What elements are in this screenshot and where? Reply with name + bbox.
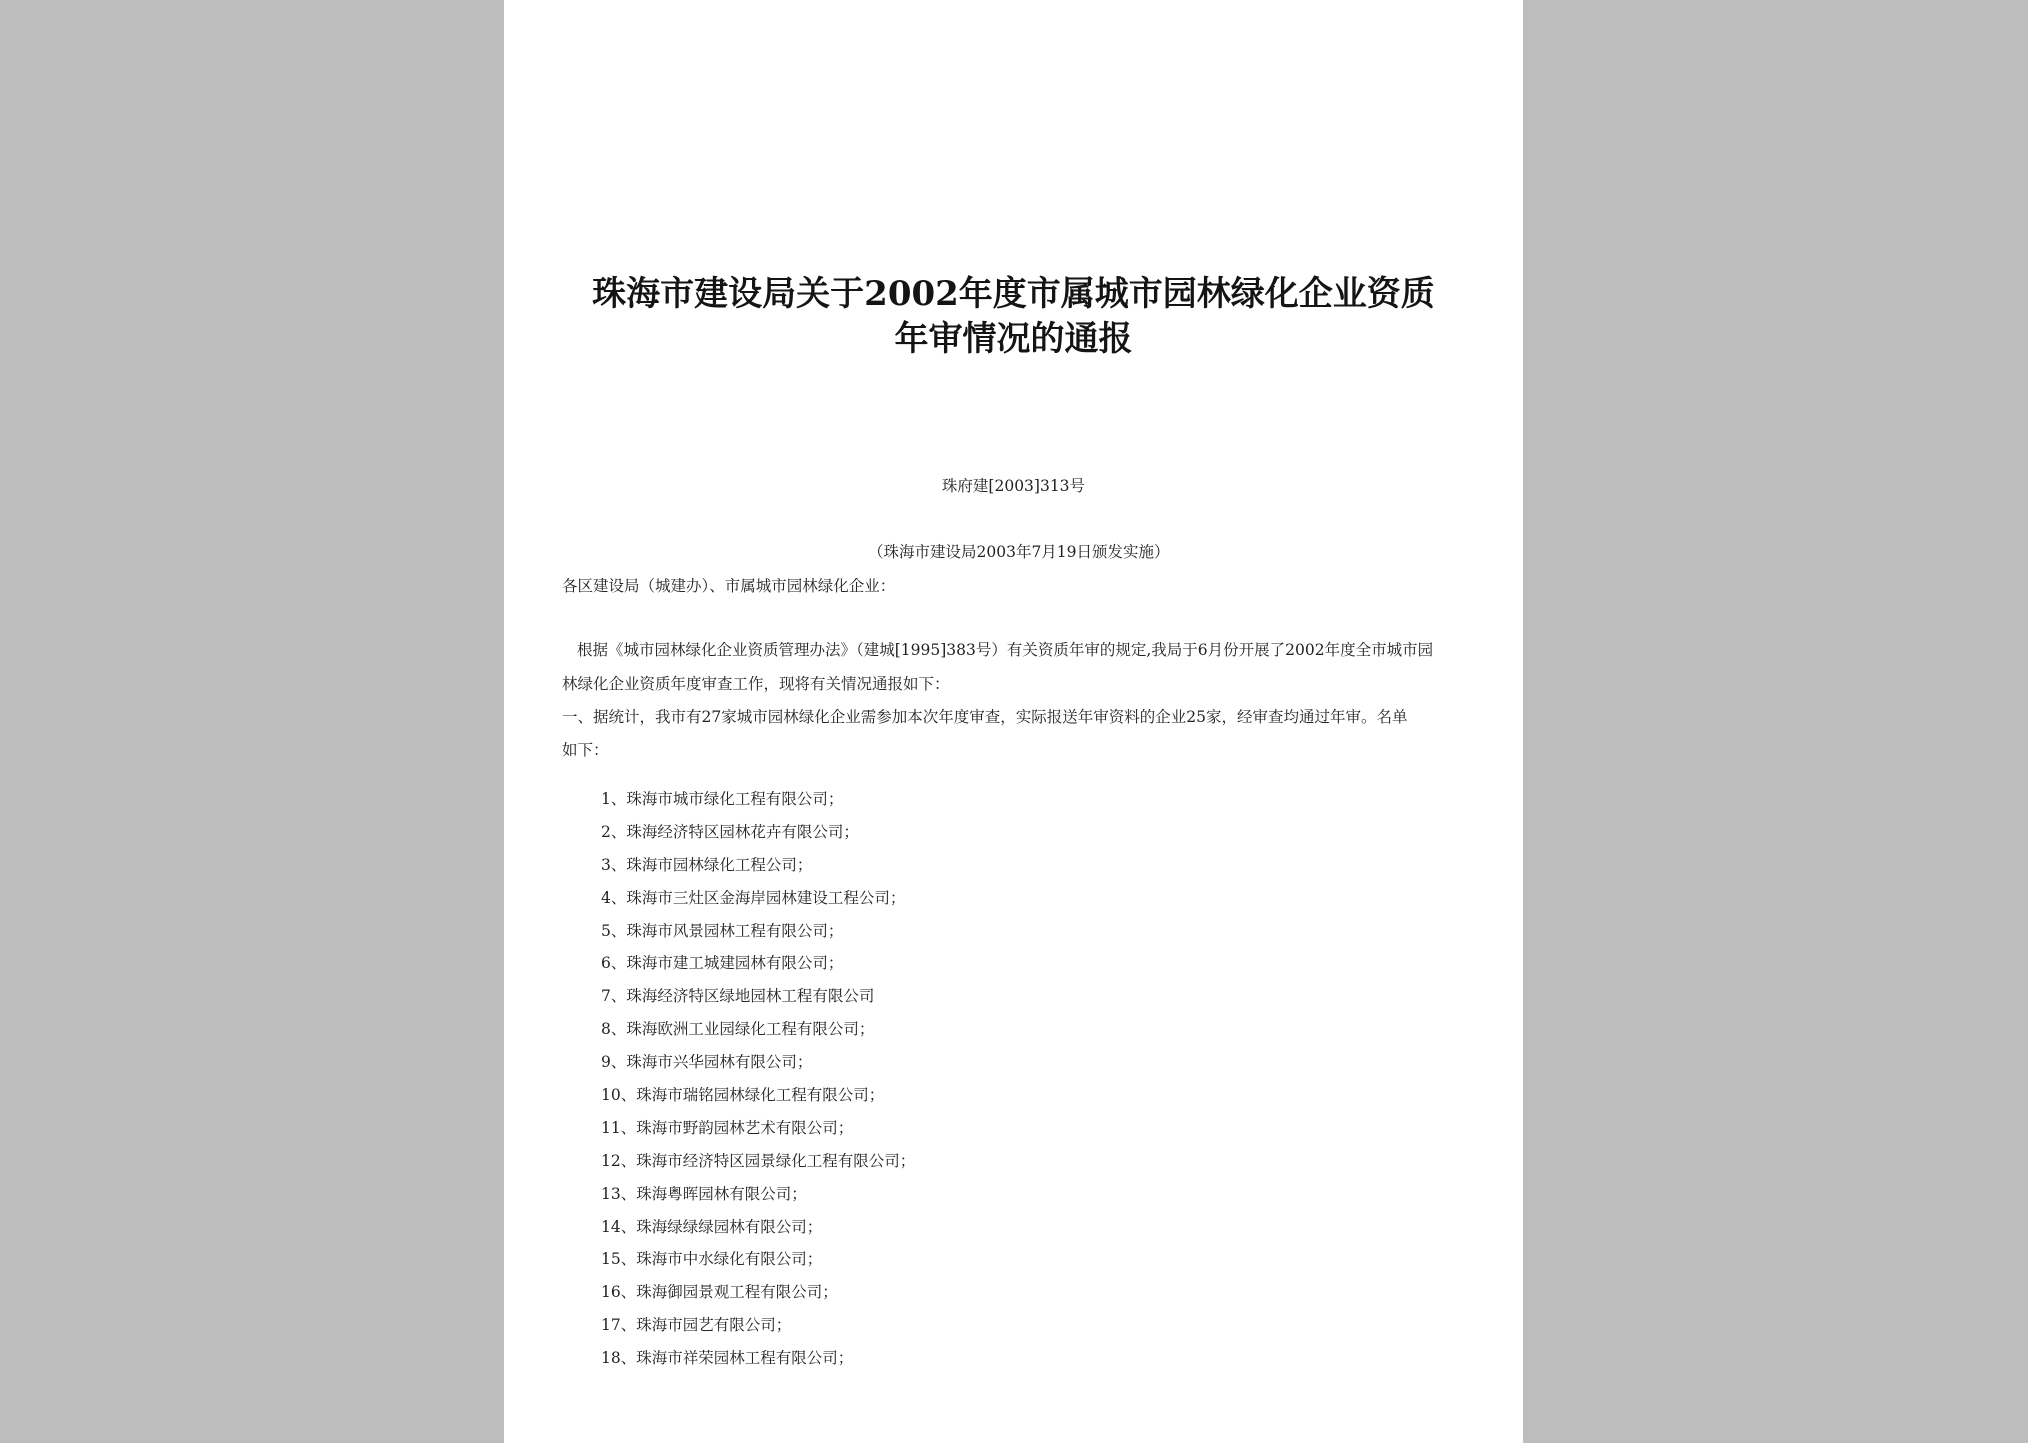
list-item: 6、珠海市建工城建园林有限公司； [601,954,844,973]
list-item: 11、珠海市野韵园林艺术有限公司； [601,1118,854,1137]
body-paragraph-1-line-2: 林绿化企业资质年度审查工作，现将有关情况通报如下： [562,675,950,693]
issue-note: （珠海市建设局2003年7月19日颁发实施） [868,543,1170,561]
body-paragraph-1-line-1: 根据《城市园林绿化企业资质管理办法》（建城[1995]383号）有关资质年审的规定,我局于6月份开展了2002年度全市城市园 [577,641,1434,659]
list-item: 10、珠海市瑞铭园林绿化工程有限公司； [601,1086,885,1105]
body-paragraph-2-line-1: 一、据统计，我市有27家城市园林绿化企业需参加本次年度审查，实际报送年审资料的企业25家，经审查均通过年审。名单 [562,708,1408,726]
document-title-line-2: 年审情况的通报 [894,319,1133,359]
list-item: 12、珠海市经济特区园景绿化工程有限公司； [601,1151,916,1170]
list-item: 9、珠海市兴华园林有限公司； [601,1053,813,1072]
list-item: 3、珠海市园林绿化工程公司； [601,855,813,874]
addressee: 各区建设局（城建办）、市属城市园林绿化企业： [562,577,896,595]
document-number: 珠府建[2003]313号 [941,477,1086,495]
list-item: 15、珠海市中水绿化有限公司； [601,1250,823,1269]
list-item: 8、珠海欧洲工业园绿化工程有限公司； [601,1020,875,1039]
list-item: 18、珠海市祥荣园林工程有限公司； [601,1349,854,1368]
list-item: 5、珠海市风景园林工程有限公司； [601,921,844,940]
list-item: 13、珠海粤晖园林有限公司； [601,1184,807,1203]
company-list [601,787,915,1379]
list-item: 4、珠海市三灶区金海岸园林建设工程公司； [601,888,906,907]
document-page [504,0,1523,1443]
list-item: 7、珠海经济特区绿地园林工程有限公司 [601,987,875,1006]
list-item: 17、珠海市园艺有限公司； [601,1316,792,1335]
document-title-line-1: 珠海市建设局关于2002年度市属城市园林绿化企业资质 [592,274,1435,314]
list-item: 2、珠海经济特区园林花卉有限公司； [601,822,859,841]
body-paragraph-2-line-2: 如下： [562,741,609,759]
list-item: 16、珠海御园景观工程有限公司； [601,1283,838,1302]
list-item: 1、珠海市城市绿化工程有限公司； [601,790,844,808]
list-item: 14、珠海绿绿绿园林有限公司； [601,1217,823,1236]
